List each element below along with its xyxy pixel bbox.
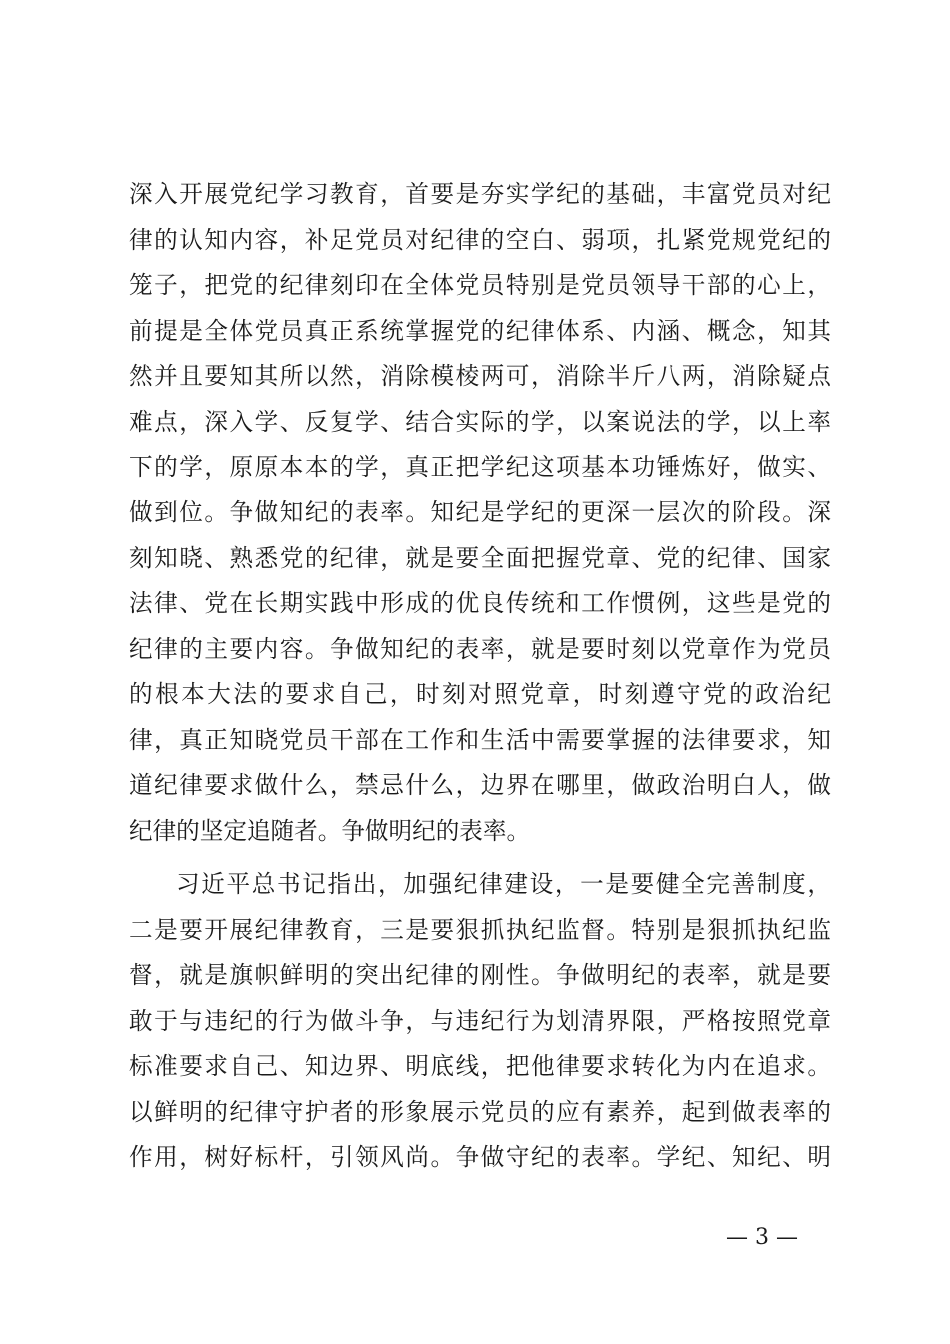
text-line: 刻知晓、熟悉党的纪律，就是要全面把握党章、党的纪律、国家 — [129, 544, 831, 572]
page-number: — 3 — — [726, 1225, 798, 1250]
text-line: 督，就是旗帜鲜明的突出纪律的刚性。争做明纪的表率，就是要 — [129, 961, 831, 989]
text-line: 敢于与违纪的行为做斗争，与违纪行为划清界限，严格按照党章 — [129, 1007, 831, 1035]
text-line: 下的学，原原本本的学，真正把学纪这项基本功锤炼好，做实、 — [129, 453, 831, 481]
text-line: 法律、党在长期实践中形成的优良传统和工作惯例，这些是党的 — [129, 589, 831, 617]
text-line: 的根本大法的要求自己，时刻对照党章，时刻遵守党的政治纪 — [129, 680, 831, 708]
text-line: 前提是全体党员真正系统掌握党的纪律体系、内涵、概念，知其 — [129, 317, 831, 345]
text-line: 二是要开展纪律教育，三是要狠抓执纪监督。特别是狠抓执纪监 — [129, 916, 831, 944]
text-line: 做到位。争做知纪的表率。知纪是学纪的更深一层次的阶段。深 — [129, 498, 831, 526]
text-line: 纪律的主要内容。争做知纪的表率，就是要时刻以党章作为党员 — [129, 635, 831, 663]
text-line: 以鲜明的纪律守护者的形象展示党员的应有素养，起到做表率的 — [129, 1098, 831, 1126]
text-line: 笼子，把党的纪律刻印在全体党员特别是党员领导干部的心上， — [129, 271, 831, 299]
text-line: 深入开展党纪学习教育，首要是夯实学纪的基础，丰富党员对纪 — [129, 180, 831, 208]
text-line: 标准要求自己、知边界、明底线，把他律要求转化为内在追求。 — [129, 1052, 831, 1080]
text-line: 作用，树好标杆，引领风尚。争做守纪的表率。学纪、知纪、明 — [129, 1143, 831, 1171]
text-line: 道纪律要求做什么，禁忌什么，边界在哪里，做政治明白人，做 — [129, 771, 831, 799]
text-line: 然并且要知其所以然，消除模棱两可，消除半斤八两，消除疑点 — [129, 362, 831, 390]
text-line: 纪律的坚定追随者。争做明纪的表率。 — [129, 817, 531, 845]
text-line: 律，真正知晓党员干部在工作和生活中需要掌握的法律要求，知 — [129, 726, 831, 754]
text-line: 习近平总书记指出，加强纪律建设，一是要健全完善制度， — [176, 870, 831, 898]
text-line: 律的认知内容，补足党员对纪律的空白、弱项，扎紧党规党纪的 — [129, 226, 831, 254]
text-line: 难点，深入学、反复学、结合实际的学，以案说法的学，以上率 — [129, 408, 831, 436]
